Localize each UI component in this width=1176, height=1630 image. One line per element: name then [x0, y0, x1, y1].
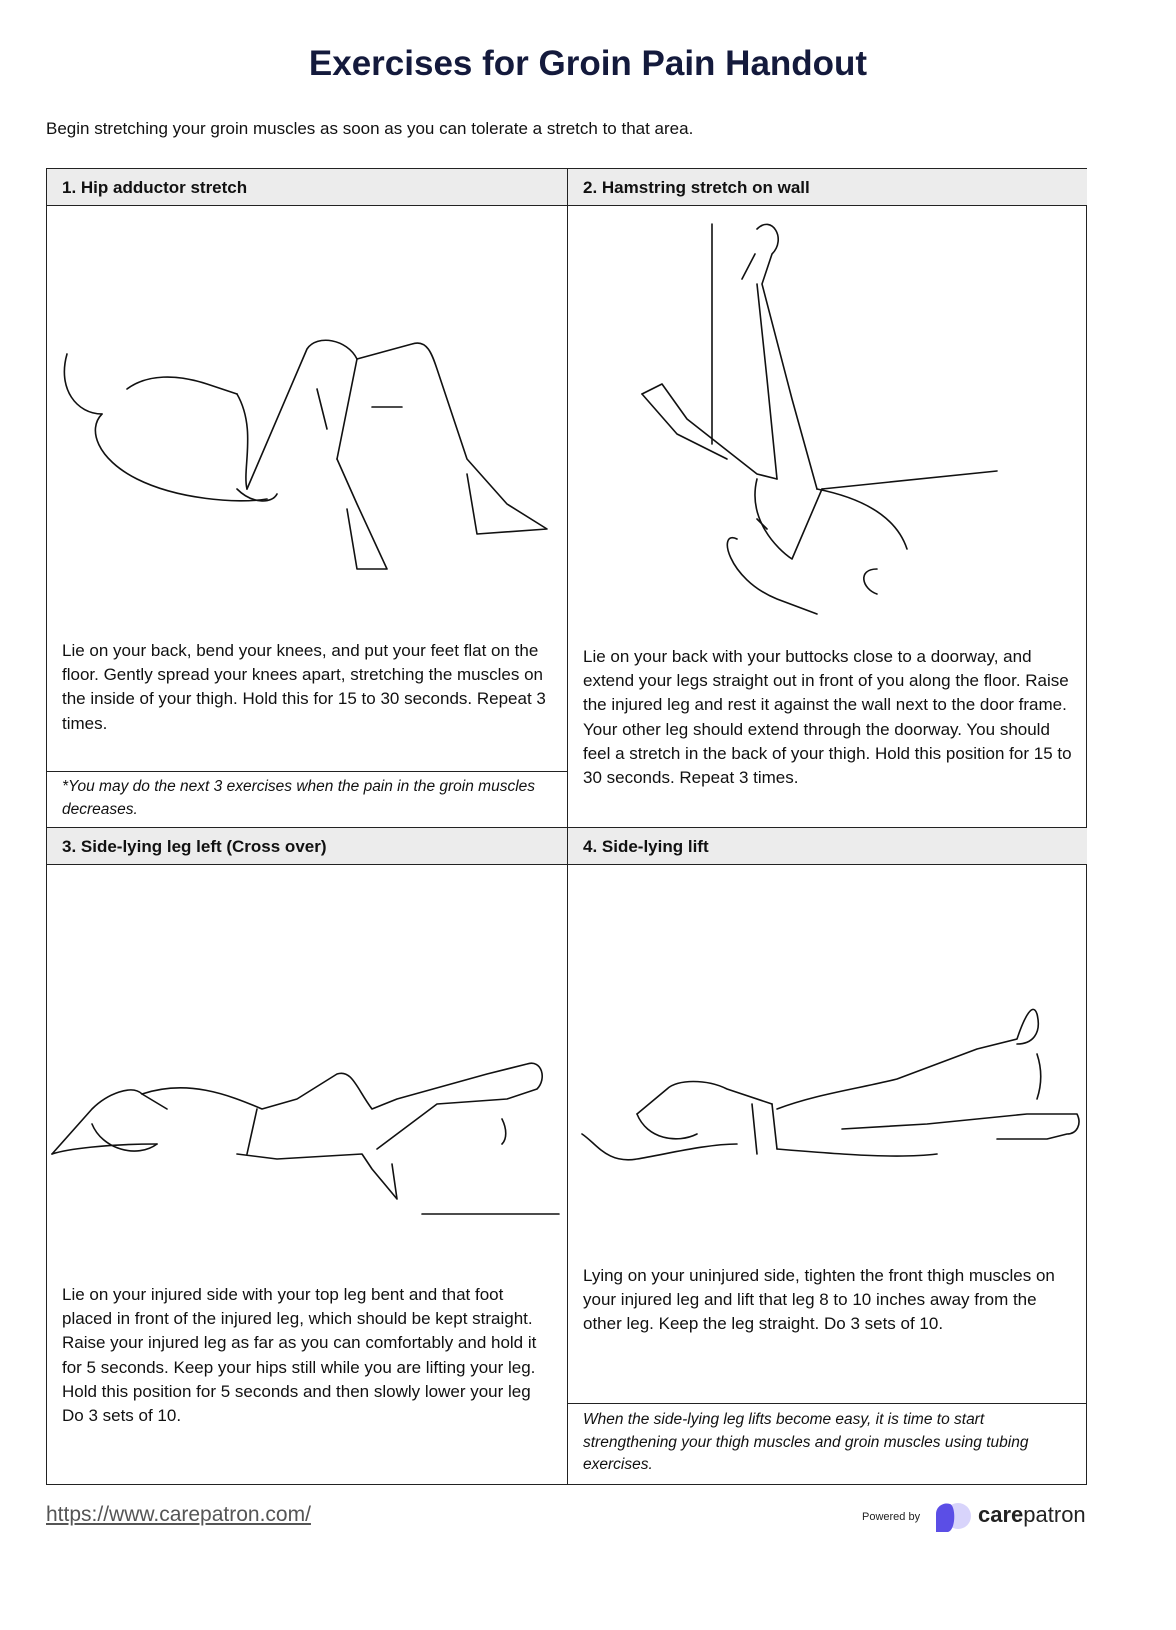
exercise-4-heading: 4. Side-lying lift [568, 828, 1087, 865]
brand-rest: patron [1023, 1502, 1086, 1527]
exercise-3-description: Lie on your injured side with your top leg bent and that foot placed in front of the injured leg, which should be kept straight. Raise your injured leg as far as you can comfortably and hold it for 5 seconds. Keep your hips still while you are lifting your leg. Hold this position for 5 seconds and then slowly lower your leg Do 3 sets of 10. [62, 1285, 537, 1426]
note-divider [47, 771, 567, 772]
intro-text: Begin stretching your groin muscles as soon as you can tolerate a stretch to that area. [46, 119, 694, 138]
carepatron-logo-text [978, 1502, 1086, 1528]
side-lying-lift-illustration [577, 994, 1087, 1194]
hamstring-stretch-illustration [577, 219, 1077, 629]
hip-adductor-stretch-illustration [57, 329, 557, 589]
brand-bold: care [978, 1502, 1024, 1527]
exercise-1-description: Lie on your back, bend your knees, and put your feet flat on the floor. Gently spread your knees apart, stretching the muscles on the inside of your thigh. Hold this for 15 to 30 seconds. Repeat 3 times. [62, 641, 546, 733]
exercise-1-heading: 1. Hip adductor stretch [47, 169, 567, 206]
page-title: Exercises for Groin Pain Handout [308, 44, 868, 83]
powered-by-label: Powered by [862, 1511, 921, 1523]
exercise-table [46, 168, 1087, 1485]
side-lying-cross-over-illustration [47, 1049, 567, 1229]
exercise-2-description: Lie on your back with your buttocks close to a doorway, and extend your legs straight out in front of you along the floor. Raise the injured leg and rest it against the wall next to the door frame. Your other leg should extend through the doorway. You should feel a stretch in the back of your thigh. Hold this position for 15 to 30 seconds. Repeat 3 times. [583, 647, 1072, 788]
carepatron-logo-icon [930, 1502, 972, 1532]
exercise-1-note: *You may do the next 3 exercises when the pain in the groin muscles decreases. [62, 778, 536, 818]
note-divider [568, 1403, 1087, 1404]
exercise-4-description: Lying on your uninjured side, tighten the front thigh muscles on your injured leg and lift that leg 8 to 10 inches away from the other leg. Keep the leg straight. Do 3 sets of 10. [583, 1266, 1055, 1334]
exercise-4-note: When the side-lying leg lifts become easy, it is time to start strengthening your thigh muscles and groin muscles using tubing exercises. [583, 1411, 1029, 1473]
exercise-3-heading: 3. Side-lying leg left (Cross over) [47, 828, 567, 865]
carepatron-link[interactable]: https://www.carepatron.com/ [46, 1503, 311, 1526]
exercise-2-heading: 2. Hamstring stretch on wall [568, 169, 1087, 206]
